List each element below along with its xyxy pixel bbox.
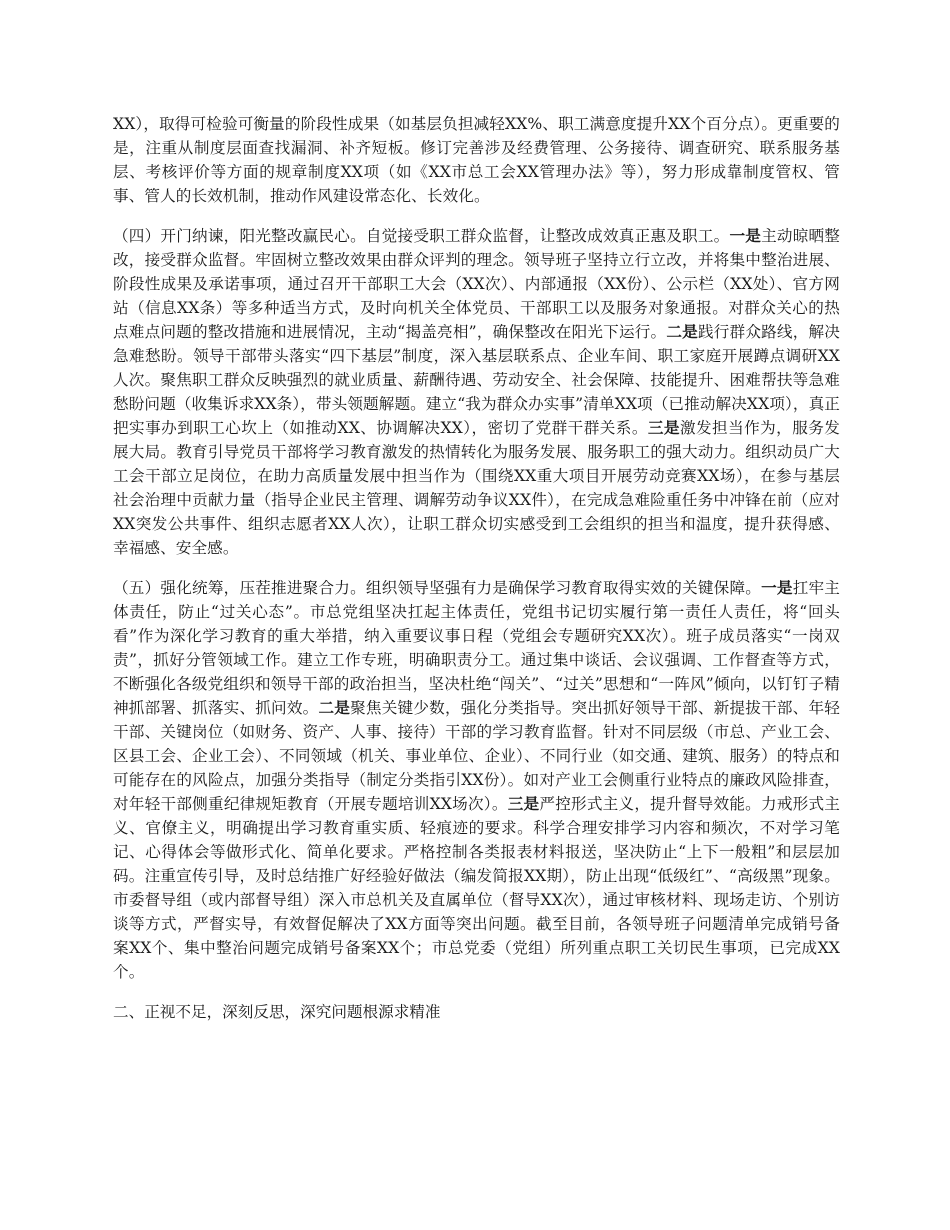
point-text-3: 严控形式主义，提升督导效能。力戒形式主义、官僚主义，明确提出学习教育重实质、轻痕迹的要求。科学合理安排学习内容和频次，不对学习笔记、心得体会等做形式化、简单化要求。严格控制各类报表材料报送，坚决防止“上下一般粗”和层层加码。注重宣传引导，及时总结推广好经验好做法（编发简报XX期），防止出现“低级红”、“高级黑”现象。市委督导组（或内部督导组）深入市总机关及直属单位（督导XX次），通过审核材料、现场走访、个别访谈等方式，严督实导，有效督促解决了XX方面等突出问题。截至目前，各领导班子问题清单完成销号备案XX个、集中整治问题完成销号备案XX个；市总党委（党组）所列重点职工关切民生事项，已完成XX个。 <box>113 795 841 981</box>
point-marker-3: 三是 <box>507 794 540 813</box>
point-text-1: 主动晾晒整改，接受群众监督。牢固树立整改效果由群众评判的理念。领导班子坚持立行立改，并将集中整治进展、阶段性成果及承诺事项，通过召开干部职工大会（XX次）、内部通报（XX份）、公示栏（XX处）、官方网站（信息XX条）等多种适当方式，及时向机关全体党员、干部职工以及服务对象通报。对群众关心的热点难点问题的整改措施和进展情况，主动“揭盖亮相”，确保整改在阳光下运行。 <box>113 227 840 341</box>
paragraph-text: XX），取得可检验可衡量的阶段性成果（如基层负担减轻XX%、职工满意度提升XX个百分点）。更重要的是，注重从制度层面查找漏洞、补齐短板。修订完善涉及经费管理、公务接待、调查研究、联系服务基层、考核评价等方面的规章制度XX项（如《XX市总工会XX管理办法》等），努力形成靠制度管权、管事、管人的长效机制，推动作风建设常态化、长效化。 <box>113 115 840 205</box>
section-heading: 二、正视不足，深刻反思，深究问题根源求精准 <box>113 1003 441 1021</box>
paragraph-coordination <box>113 576 840 984</box>
point-marker-1: 一是 <box>761 578 793 597</box>
point-text-2: 践行群众路线，解决急难愁盼。领导干部带头落实“四下基层”制度，深入基层联系点、企业车间、职工家庭开展蹲点调研XX人次。聚焦职工群众反映强烈的就业质量、薪酬待遇、劳动安全、社会保障、技能提升、困难帮扶等急难愁盼问题（收集诉求XX条），带头领题解题。建立“我为群众办实事”清单XX项（已推动解决XX项），真正把实事办到职工心坎上（如推动XX、协调解决XX），密切了党群干群关系。 <box>113 323 841 437</box>
document-page <box>113 112 840 1024</box>
point-text-3: 激发担当作为，服务发展大局。教育引导党员干部将学习教育激发的热情转化为服务发展、服务职工的强大动力。组织动员广大工会干部立足岗位，在助力高质量发展中担当作为（围绕XX重大项目开展劳动竞赛XX场），在参与基层社会治理中贡献力量（指导企业民主管理、调解劳动争议XX件），在完成急难险重任务中冲锋在前（应对XX突发公共事件、组织志愿者XX人次），让职工群众切实感受到工会组织的担当和温度，提升获得感、幸福感、安全感。 <box>113 419 840 557</box>
point-marker-1: 一是 <box>729 226 762 245</box>
paragraph-results-institutions <box>113 112 840 208</box>
point-text-1: 扛牢主体责任，防止“过关心态”。市总党组坚决扛起主体责任，党组书记切实履行第一责任人责任，将“回头看”作为深化学习教育的重大举措，纳入重要议事日程（党组会专题研究XX次）。班子成员落实“一岗双责”，抓好分管领域工作。建立工作专班，明确职责分工。通过集中谈话、会议强调、工作督查等方式，不断强化各级党组织和领导干部的政治担当，坚决杜绝“闯关”、“过关”思想和“一阵风”倾向，以钉钉子精神抓部署、抓落实、抓问效。 <box>113 579 840 717</box>
point-marker-3: 三是 <box>647 418 680 437</box>
paragraph-lead: （四）开门纳谏，阳光整改赢民心。自觉接受职工群众监督，让整改成效真正惠及职工。 <box>113 227 730 245</box>
paragraph-lead: （五）强化统筹，压茬推进聚合力。组织领导坚强有力是确保学习教育取得实效的关键保障。 <box>113 579 762 597</box>
point-marker-2: 二是 <box>666 322 698 341</box>
point-marker-2: 二是 <box>318 698 351 717</box>
paragraph-open-rectification <box>113 224 840 560</box>
point-text-2: 聚焦关键少数，强化分类指导。突出抓好领导干部、新提拔干部、年轻干部、关键岗位（如财务、资产、人事、接待）干部的学习教育监督。针对不同层级（市总、产业工会、区县工会、企业工会）、不同领域（机关、事业单位、企业）、不同行业（如交通、建筑、服务）的特点和可能存在的风险点，加强分类指导（制定分类指引XX份）。如对产业工会侧重行业特点的廉政风险排查，对年轻干部侧重纪律规矩教育（开展专题培训XX场次）。 <box>113 699 840 813</box>
